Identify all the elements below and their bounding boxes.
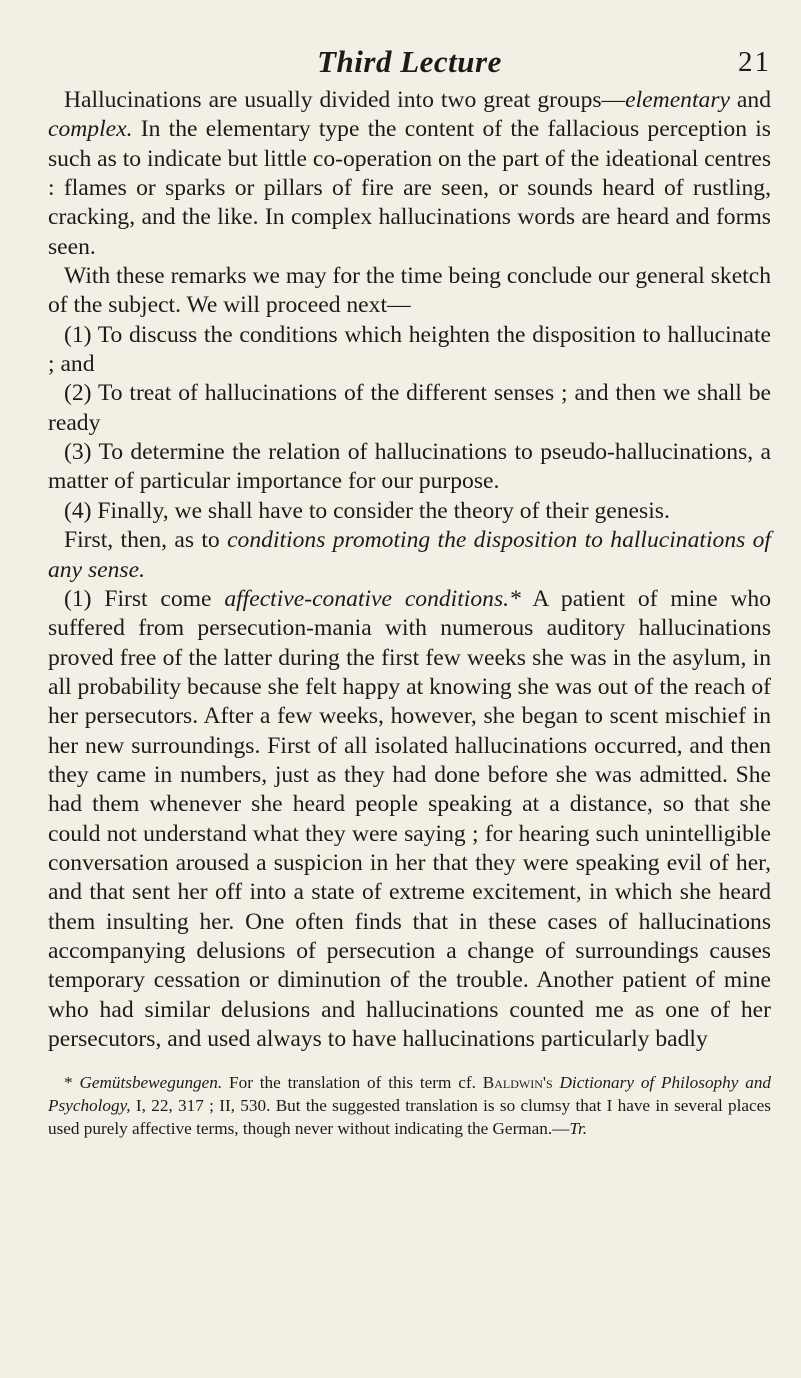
text-run: For the translation of this term cf. [222, 1073, 483, 1093]
footnote-mark: * [64, 1073, 80, 1093]
italic-term: elementary [625, 87, 730, 113]
paragraph-affective [48, 585, 771, 1055]
italic-title: Dictionary of Philosophy and Psychology, [48, 1073, 772, 1116]
running-head: Third Lecture [317, 44, 502, 79]
text-run [553, 1073, 560, 1092]
italic-phrase: conditions promoting the disposition to hallucinations of any sense. [48, 527, 771, 583]
text-run: A patient of mine who suffered from persecution-mania with numerous auditory hallucinations proved free of the latter during the first few weeks she was in the asylum, in all probability because she felt happy at knowing she was out of the reach of her persecutors. After a few weeks, however, she began to scent mischief in her new surroundings. First of all isolated hallucinations occurred, and then they came in numbers, just as they had done before she was admitted. She had them whenever she heard people speaking at a distance, so that she could not understand what they were saying ; for hearing such unintelligible conversation aroused a suspicion in her that they were speaking evil of her, and that sent her off into a state of extreme excitement, in which she heard them insulting her. One often finds that in these cases of hallucinations accompanying delusions of persecution a change of surroundings causes temporary cessation or diminution of the trouble. Another patient of mine who had similar delusions and hallucinations counted me as one of her persecutors, and used always to have hallucinations particularly badly [48, 585, 772, 1052]
paragraph-remarks: With these remarks we may for the time being conclude our general sketch of the subject. We will proceed next— [48, 263, 771, 319]
page-header [48, 0, 771, 86]
text-run: First, then, as to [64, 527, 228, 554]
list-item-3: (3) To determine the relation of hallucinations to pseudo-hallucinations, a matter of particular importance for our purpose. [48, 439, 771, 495]
italic-term: complex. [48, 116, 133, 143]
text-run: I, 22, 317 ; II, 530. But the suggested translation is so clumsy that I have in several places used purely affective terms, though never without indicating the German.— [48, 1096, 771, 1138]
body-text [48, 86, 771, 1054]
page-number: 21 [738, 46, 771, 78]
small-caps-name: Baldwin's [482, 1073, 553, 1093]
footnote-text [48, 1072, 771, 1140]
paragraph-conditions [48, 526, 771, 585]
text-run: Hallucinations are usually divided into two great groups— [64, 87, 626, 113]
text-run: and [729, 87, 771, 113]
list-item-4: (4) Finally, we shall have to consider the theory of their genesis. [64, 497, 670, 524]
text-run: In the elementary type the content of the fallacious perception is such as to indicate but little co-operation on the part of the ideational centres : flames or sparks or pillars of fire are seen, or sounds heard of rustling, cracking, and the like. In complex hallucinations words are heard and forms seen. [48, 116, 771, 260]
list-item-1: (1) To discuss the conditions which heighten the disposition to hallucinate ; and [48, 321, 771, 378]
book-page [48, 0, 771, 1378]
paragraph-groups [48, 86, 771, 262]
italic-term: Gemütsbewegungen. [79, 1073, 223, 1093]
italic-phrase: affective-conative conditions.* [224, 585, 521, 612]
italic-abbrev: Tr. [569, 1118, 588, 1138]
list-item-2: (2) To treat of hallucinations of the different senses ; and then we shall be ready [48, 380, 771, 436]
footnote [48, 1072, 771, 1140]
text-run: (1) First come [64, 585, 225, 612]
